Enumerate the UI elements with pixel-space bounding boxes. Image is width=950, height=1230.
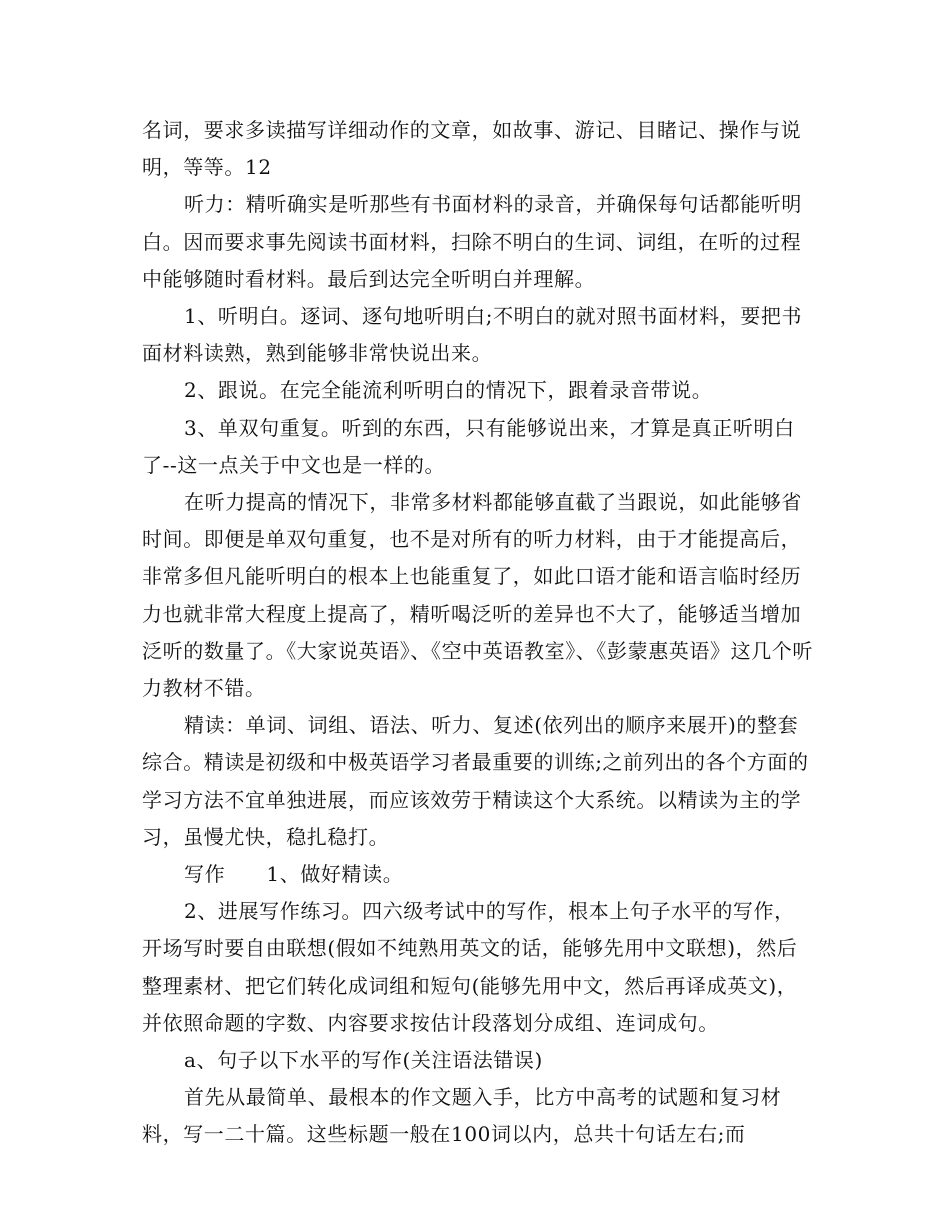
paragraph: 首先从最简单、最根本的作文题入手，比方中高考的试题和复习材料，写一二十篇。这些标题一般在100词以内，总共十句话左右;而: [142, 1085, 782, 1147]
paragraph: 在听力提高的情况下，非常多材料都能够直截了当跟说，如此能够省时间。即便是单双句重复，也不是对所有的听力材料，由于才能提高后，非常多但凡能听明白的根本上也能重复了，如此口语才能和语言临时经历力也就非常大程度上提高了，精听喝泛听的差异也不大了，能够适当增加泛听的数量了。《大家说英语》、《空中英语教室》、《彭蒙惠英语》这几个听力教材不错。: [142, 490, 813, 701]
paragraph: 1、听明白。逐词、逐句地听明白;不明白的就对照书面材料，要把书面材料读熟，熟到能够非常快说出来。: [142, 304, 803, 366]
paragraph: a、句子以下水平的写作(关注语法错误): [184, 1048, 543, 1073]
paragraph: 精读：单词、词组、语法、听力、复述(依列出的顺序来展开)的整套综合。精读是初级和中极英语学习者最重要的训练;之前列出的各个方面的学习方法不宜单独进展，而应该效劳于精读这个大系统。以精读为主的学习，虽慢尤快，稳扎稳打。: [142, 713, 809, 849]
paragraph: 2、跟说。在完全能流利听明白的情况下，跟着录音带说。: [184, 378, 713, 403]
paragraph: 听力：精听确实是听那些有书面材料的录音，并确保每句话都能听明白。因而要求事先阅读书面材料，扫除不明白的生词、词组，在听的过程中能够随时看材料。最后到达完全听明白并理解。: [142, 192, 802, 291]
paragraph: 名词，要求多读描写详细动作的文章，如故事、游记、目睹记、操作与说明，等等。12: [142, 118, 802, 180]
document-body: [142, 112, 814, 1154]
paragraph: 2、进展写作练习。四六级考试中的写作，根本上句子水平的写作，开场写时要自由联想(假如不纯熟用英文的话，能够先用中文联想)，然后整理素材、把它们转化成词组和短句(能够先用中文，然后再译成英文)，并依照命题的字数、内容要求按估计段落划分成组、连词成句。: [142, 899, 798, 1035]
paragraph: 写作 1、做好精读。: [184, 862, 404, 887]
paragraph: 3、单双句重复。听到的东西，只有能够说出来，才算是真正听明白了--这一点关于中文也是一样的。: [142, 415, 795, 477]
